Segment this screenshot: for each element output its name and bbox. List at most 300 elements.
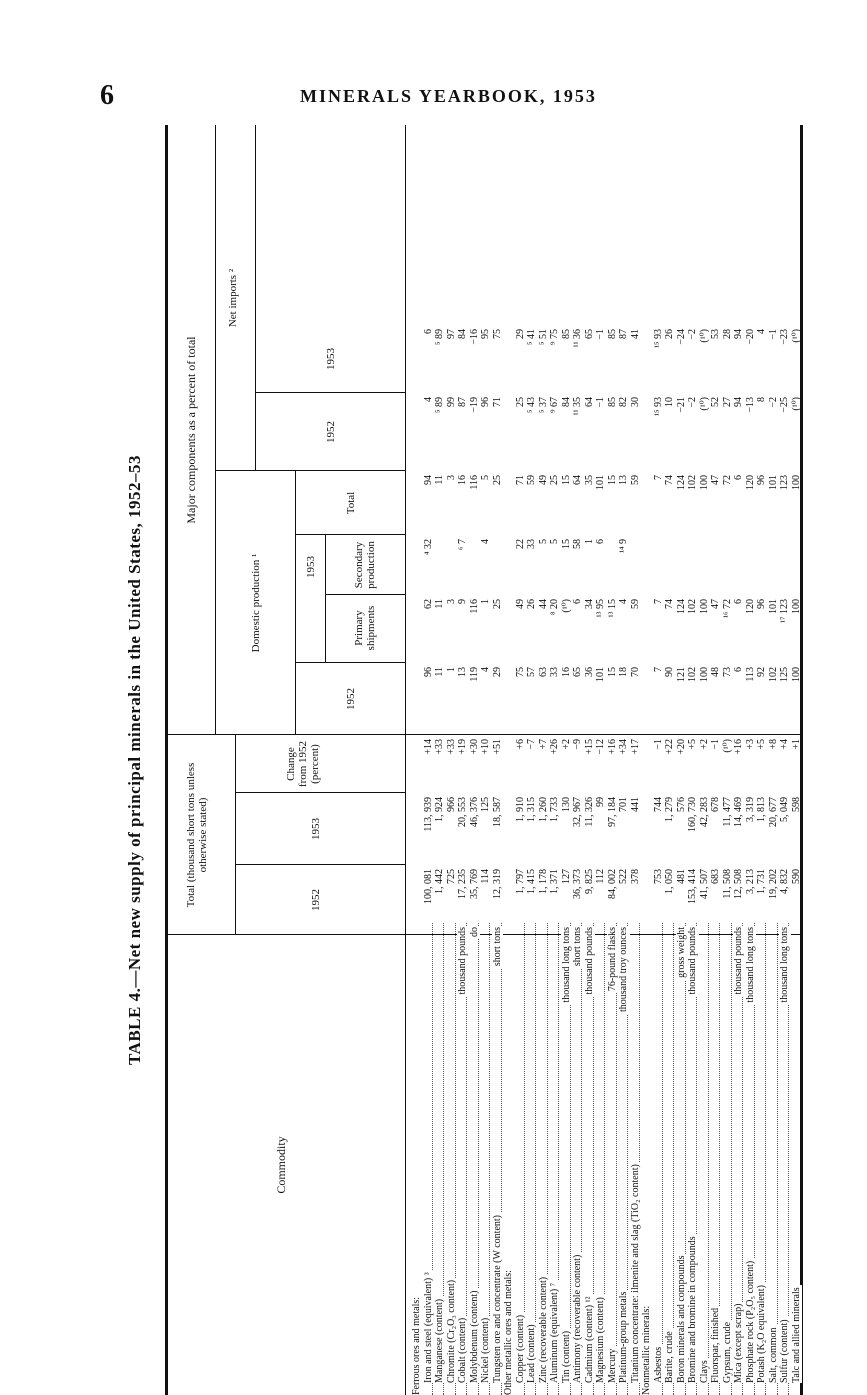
table-row	[699, 125, 711, 1395]
primary-shipments-cell: 96	[756, 599, 767, 609]
commodity-name: Asbestos	[652, 1346, 664, 1383]
leader-dots	[607, 923, 617, 1395]
net-imports-1953-cell: −1	[767, 329, 779, 340]
unit-label: thousand long tons	[744, 927, 756, 1003]
table-row	[561, 125, 573, 1395]
change-percent-cell: +6	[514, 739, 526, 750]
net-imports-1952-cell: −19	[468, 397, 480, 413]
header-domestic-1953: 1953	[305, 556, 317, 578]
domestic-1952-cell: 7	[652, 667, 664, 672]
table-row	[756, 125, 768, 1395]
net-imports-1953-cell: 84	[457, 329, 468, 339]
commodity-name: Phosphate rock (P₂O₅ content)	[744, 1260, 756, 1383]
total-1952-cell: 84, 002	[606, 869, 618, 899]
header-primary-shipments: Primary shipments	[353, 605, 377, 651]
data-table	[165, 125, 802, 1395]
total-1953-cell: 32, 967	[572, 797, 583, 827]
unit-label: thousand pounds	[733, 927, 744, 995]
change-percent-cell: +26	[549, 739, 560, 755]
total-1952-cell: 100, 081	[422, 869, 434, 904]
net-imports-1953-cell: −24	[675, 329, 687, 345]
commodity-name: Zinc (recoverable content)	[537, 1276, 549, 1383]
secondary-production-cell: 5	[549, 539, 560, 544]
commodity-name: Molybdenum (content)	[468, 1290, 480, 1383]
net-imports-1953-cell: 28	[721, 329, 733, 339]
commodity-cell	[480, 923, 492, 1395]
net-imports-1953-cell: (¹⁰)	[698, 329, 710, 343]
header-rule	[295, 471, 296, 735]
total-1952-cell: 378	[629, 869, 641, 884]
net-imports-1952-cell: 64	[583, 397, 595, 407]
commodity-cell	[469, 923, 481, 1395]
net-imports-1952-cell: ¹¹ 35	[572, 397, 583, 416]
total-1953-cell: 966	[445, 797, 457, 812]
commodity-name: Iron and steel (equivalent) ³	[422, 1272, 434, 1383]
change-percent-cell: +5	[687, 739, 698, 750]
domestic-total-cell: 74	[664, 475, 675, 485]
secondary-production-cell: 4	[480, 539, 491, 544]
primary-shipments-cell: 44	[537, 599, 549, 609]
net-imports-1953-cell: ⁵ 51	[537, 329, 549, 345]
total-1952-cell: 153, 414	[687, 869, 698, 904]
table-row	[653, 125, 665, 1395]
commodity-name: Bromine and bromine in compounds	[687, 1236, 698, 1383]
total-1952-cell: 36, 373	[572, 869, 583, 899]
change-percent-cell: +33	[434, 739, 445, 755]
domestic-total-cell: 59	[629, 475, 641, 485]
table-row	[733, 125, 745, 1395]
domestic-1952-cell: 16	[560, 667, 572, 677]
commodity-cell	[595, 923, 607, 1395]
table-row	[710, 125, 722, 1395]
header-change: Change from 1952 (percent)	[285, 740, 321, 788]
table-top-rule	[165, 125, 168, 1395]
domestic-1952-cell: 6	[733, 667, 744, 672]
secondary-production-cell: 22	[514, 539, 526, 549]
total-1952-cell: 481	[675, 869, 687, 884]
primary-shipments-cell: ¹⁷ 123	[779, 599, 790, 623]
table-row	[538, 125, 550, 1395]
commodity-name: Aluminum (equivalent) ⁷	[549, 1282, 560, 1383]
domestic-1952-cell: 90	[664, 667, 675, 677]
secondary-production-cell: 5	[537, 539, 549, 544]
commodity-name: Tin (content)	[560, 1330, 572, 1383]
commodity-cell	[779, 923, 791, 1395]
commodity-cell	[710, 923, 722, 1395]
domestic-total-cell: 15	[606, 475, 618, 485]
domestic-total-cell: 25	[549, 475, 560, 485]
secondary-production-cell: 58	[572, 539, 583, 549]
net-imports-1952-cell: 96	[480, 397, 491, 407]
net-imports-1953-cell: 95	[480, 329, 491, 339]
net-imports-1952-cell: −13	[744, 397, 756, 413]
total-1952-cell: 114	[480, 869, 491, 884]
commodity-cell	[618, 923, 630, 1395]
table-title: TABLE 4.—Net new supply of principal minerals in the United States, 1952–53	[125, 454, 144, 1066]
net-imports-1953-cell: 26	[664, 329, 675, 339]
total-1953-cell: 701	[618, 797, 629, 812]
commodity-cell	[584, 923, 596, 1395]
total-1953-cell: 1, 813	[756, 797, 767, 822]
domestic-total-cell: 100	[790, 475, 802, 490]
primary-shipments-cell: 116	[468, 599, 480, 614]
rotated-table-container	[125, 125, 802, 1395]
net-imports-1952-cell: 85	[606, 397, 618, 407]
secondary-production-cell: 15	[560, 539, 572, 549]
domestic-total-cell: 3	[445, 475, 457, 480]
net-imports-1953-cell: 6	[422, 329, 434, 334]
domestic-total-cell: 101	[595, 475, 606, 490]
commodity-name: Clays	[698, 1360, 710, 1383]
commodity-cell	[538, 923, 550, 1395]
total-1953-cell: 99	[595, 797, 606, 807]
total-1953-cell: 576	[675, 797, 687, 812]
primary-shipments-cell: 25	[491, 599, 503, 609]
table-row	[526, 125, 538, 1395]
table-row	[630, 125, 642, 1395]
domestic-1952-cell: 102	[687, 667, 698, 682]
domestic-1952-cell: 102	[767, 667, 779, 682]
commodity-name: Chromite (Cr₂O₃ content)	[445, 1279, 457, 1383]
domestic-1952-cell: 57	[526, 667, 537, 677]
unit-label: thousand pounds	[687, 927, 698, 995]
domestic-1952-cell: 75	[514, 667, 526, 677]
total-1953-cell: 1, 279	[664, 797, 675, 822]
total-1953-cell: 3, 319	[744, 797, 756, 822]
primary-shipments-cell: 26	[526, 599, 537, 609]
net-imports-1953-cell: 41	[629, 329, 641, 339]
domestic-1952-cell: 73	[721, 667, 733, 677]
commodity-cell	[664, 923, 676, 1395]
net-imports-1952-cell: ⁵ 37	[537, 397, 549, 413]
domestic-total-cell: 7	[652, 475, 664, 480]
domestic-total-cell: 120	[744, 475, 756, 490]
total-1952-cell: 17, 235	[457, 869, 468, 899]
unit-label: thousand troy ounces	[618, 927, 629, 1012]
header-net-imports-1952: 1952	[325, 421, 337, 443]
net-imports-1952-cell: 8	[756, 397, 767, 402]
net-imports-1952-cell: ⁵ 43	[526, 397, 537, 413]
total-1953-cell: 441	[629, 797, 641, 812]
change-percent-cell: +30	[468, 739, 480, 755]
total-1953-cell: 598	[790, 797, 802, 812]
change-percent-cell: +17	[629, 739, 641, 755]
total-1953-cell: 160, 730	[687, 797, 698, 832]
running-head: MINERALS YEARBOOK, 1953	[300, 86, 597, 106]
net-imports-1953-cell: 97	[445, 329, 457, 339]
total-1952-cell: 1, 415	[526, 869, 537, 894]
change-percent-cell: (¹⁰)	[721, 739, 733, 753]
table-body	[411, 125, 802, 1395]
net-imports-1952-cell: 25	[514, 397, 526, 407]
table-row	[446, 125, 458, 1395]
primary-shipments-cell: 124	[675, 599, 687, 614]
total-1953-cell: 5, 049	[779, 797, 790, 822]
section-row	[641, 125, 653, 1395]
total-1952-cell: 19, 202	[767, 869, 779, 899]
commodity-cell	[423, 923, 435, 1395]
net-imports-1952-cell: ¹⁵ 93	[652, 397, 664, 416]
total-1953-cell: 11, 477	[721, 797, 733, 827]
domestic-1952-cell: 96	[422, 667, 434, 677]
commodity-name: Mercury	[606, 1348, 618, 1383]
leader-dots	[664, 923, 674, 1395]
primary-shipments-cell: 102	[687, 599, 698, 614]
domestic-1952-cell: 101	[595, 667, 606, 682]
commodity-cell	[733, 923, 745, 1395]
total-1952-cell: 522	[618, 869, 629, 884]
secondary-production-cell: 33	[526, 539, 537, 549]
commodity-cell	[446, 923, 458, 1395]
domestic-1952-cell: 65	[572, 667, 583, 677]
commodity-name: Boron minerals and compounds	[675, 1255, 687, 1383]
domestic-total-cell: 100	[698, 475, 710, 490]
domestic-1952-cell: 113	[744, 667, 756, 682]
primary-shipments-cell: 59	[629, 599, 641, 609]
domestic-1952-cell: 100	[698, 667, 710, 682]
table-row	[434, 125, 446, 1395]
primary-shipments-cell: 6	[572, 599, 583, 604]
header-rule	[325, 535, 326, 663]
total-1952-cell: 1, 371	[549, 869, 560, 894]
total-1952-cell: 4, 832	[779, 869, 790, 894]
primary-shipments-cell: 34	[583, 599, 595, 609]
primary-shipments-cell: 49	[514, 599, 526, 609]
unit-label: thousand long tons	[779, 927, 790, 1003]
total-1952-cell: 1, 442	[434, 869, 445, 894]
net-imports-1953-cell: −16	[468, 329, 480, 345]
commodity-name: Lead (content)	[526, 1324, 537, 1383]
primary-shipments-cell: 11	[434, 599, 445, 609]
total-1953-cell: 11, 326	[583, 797, 595, 827]
total-1953-cell: 42, 283	[698, 797, 710, 827]
net-imports-1952-cell: 71	[491, 397, 503, 407]
table-row	[515, 125, 527, 1395]
commodity-name: Titanium concentrate: ilmenite and slag (TiO₂ content)	[629, 1164, 641, 1383]
change-percent-cell: +10	[480, 739, 491, 755]
net-imports-1952-cell: 10	[664, 397, 675, 407]
domestic-total-cell: 64	[572, 475, 583, 485]
commodity-name: Fluorspar, finished	[710, 1307, 721, 1383]
total-1953-cell: 1, 733	[549, 797, 560, 822]
primary-shipments-cell: ¹³ 15	[606, 599, 618, 618]
net-imports-1953-cell: 4	[756, 329, 767, 334]
change-percent-cell: +1	[790, 739, 802, 750]
unit-label: do	[468, 927, 480, 937]
domestic-total-cell: 71	[514, 475, 526, 485]
commodity-name: Gypsum, crude	[721, 1321, 733, 1383]
unit-label: thousand pounds	[457, 927, 468, 995]
net-imports-1953-cell: 85	[606, 329, 618, 339]
total-1952-cell: 3, 213	[744, 869, 756, 894]
change-percent-cell: +20	[675, 739, 687, 755]
header-secondary-production: Secondary production	[353, 541, 377, 589]
primary-shipments-cell: 120	[744, 599, 756, 614]
unit-label: thousand pounds	[583, 927, 595, 995]
net-imports-1952-cell: 94	[733, 397, 744, 407]
total-1952-cell: 112	[595, 869, 606, 884]
domestic-1952-cell: 121	[675, 667, 687, 682]
primary-shipments-cell: 47	[710, 599, 721, 609]
primary-shipments-cell: 7	[652, 599, 664, 604]
change-percent-cell: +2	[560, 739, 572, 750]
commodity-name: Talc and allied minerals	[790, 1287, 802, 1383]
total-1952-cell: 9, 825	[583, 869, 595, 894]
net-imports-1952-cell: −2	[687, 397, 698, 408]
table-row	[423, 125, 435, 1395]
total-1953-cell: 97, 184	[606, 797, 618, 827]
change-percent-cell: +15	[583, 739, 595, 755]
commodity-name: Sulfur (content)	[779, 1319, 790, 1383]
domestic-1952-cell: 100	[790, 667, 802, 682]
domestic-total-cell: 5	[480, 475, 491, 480]
unit-label: gross weight	[675, 927, 687, 978]
change-percent-cell: +2	[698, 739, 710, 750]
commodity-name: Antimony (recoverable content)	[572, 1254, 583, 1383]
net-imports-1952-cell: −25	[779, 397, 790, 413]
table-row	[549, 125, 561, 1395]
domestic-total-cell: 123	[779, 475, 790, 490]
total-1953-cell: 14, 469	[733, 797, 744, 827]
commodity-cell	[699, 923, 711, 1395]
domestic-total-cell: 35	[583, 475, 595, 485]
net-imports-1953-cell: −23	[779, 329, 790, 345]
domestic-1952-cell: 70	[629, 667, 641, 677]
total-1953-cell: 20, 677	[767, 797, 779, 827]
commodity-cell	[457, 923, 469, 1395]
commodity-name: Tungsten ore and concentrate (W content)	[491, 1214, 503, 1383]
table-row	[664, 125, 676, 1395]
change-percent-cell: +16	[733, 739, 744, 755]
total-1952-cell: 753	[652, 869, 664, 884]
table-row	[722, 125, 734, 1395]
primary-shipments-cell: 74	[664, 599, 675, 609]
commodity-name: Nonmetallic minerals:	[641, 1305, 652, 1395]
table-row	[618, 125, 630, 1395]
domestic-total-cell: 16	[457, 475, 468, 485]
change-percent-cell: −12	[595, 739, 606, 755]
total-1953-cell: 1, 924	[434, 797, 445, 822]
domestic-1952-cell: 15	[606, 667, 618, 677]
unit-label: short tons	[491, 927, 503, 967]
net-imports-1953-cell: ⁵ 41	[526, 329, 537, 345]
domestic-total-cell: 101	[767, 475, 779, 490]
primary-shipments-cell: ¹⁶ 72	[721, 599, 733, 618]
commodity-name: Manganese (content)	[434, 1298, 445, 1383]
total-1953-cell: 1, 315	[526, 797, 537, 822]
total-1952-cell: 12, 508	[733, 869, 744, 899]
header-rule	[235, 735, 236, 935]
total-1952-cell: 11, 508	[721, 869, 733, 899]
commodity-name: Copper (content)	[514, 1314, 526, 1383]
commodity-cell	[630, 923, 642, 1395]
commodity-cell	[492, 923, 504, 1395]
change-percent-cell: −1	[652, 739, 664, 750]
table-row	[791, 125, 803, 1395]
net-imports-1953-cell: 29	[514, 329, 526, 339]
commodity-cell	[791, 923, 803, 1395]
net-imports-1953-cell: ⁵ 89	[434, 329, 445, 345]
change-percent-cell: +34	[618, 739, 629, 755]
net-imports-1953-cell: −1	[595, 329, 606, 340]
net-imports-1953-cell: −2	[687, 329, 698, 340]
net-imports-1953-cell: −20	[744, 329, 756, 345]
header-rule	[215, 125, 216, 735]
domestic-1952-cell: 18	[618, 667, 629, 677]
primary-shipments-cell: 100	[790, 599, 802, 614]
total-1952-cell: 1, 178	[537, 869, 549, 894]
domestic-total-cell: 94	[422, 475, 434, 485]
commodity-name: Platinum-group metals	[618, 1291, 629, 1383]
secondary-production-cell: ⁴ 32	[422, 539, 434, 555]
unit-label: thousand long tons	[560, 927, 572, 1003]
total-1952-cell: 725	[445, 869, 457, 884]
domestic-1952-cell: 125	[779, 667, 790, 682]
change-percent-cell: +5	[756, 739, 767, 750]
header-total-1953: 1953	[310, 818, 322, 840]
table-row	[779, 125, 791, 1395]
commodity-name: Cadmium (content) ¹²	[583, 1296, 595, 1383]
domestic-total-cell: 11	[434, 475, 445, 485]
domestic-total-cell: 96	[756, 475, 767, 485]
commodity-name: Ferrous ores and metals:	[411, 1296, 422, 1395]
primary-shipments-cell: 3	[445, 599, 457, 604]
total-1953-cell: 18, 587	[491, 797, 503, 827]
commodity-cell	[722, 923, 734, 1395]
net-imports-1953-cell: 53	[710, 329, 721, 339]
change-percent-cell: +14	[422, 739, 434, 755]
table-row	[492, 125, 504, 1395]
header-bottom-rule	[405, 125, 406, 1395]
domestic-total-cell: 124	[675, 475, 687, 490]
domestic-1952-cell: 63	[537, 667, 549, 677]
domestic-total-cell: 72	[721, 475, 733, 485]
total-1952-cell: 1, 050	[664, 869, 675, 894]
table-row	[469, 125, 481, 1395]
total-1953-cell: 130	[560, 797, 572, 812]
column-rule	[325, 594, 405, 595]
domestic-1952-cell: 13	[457, 667, 468, 677]
total-1952-cell: 683	[710, 869, 721, 884]
net-imports-1953-cell: ⁹ 75	[549, 329, 560, 345]
header-total-group: Total (thousand short tons unless otherwise stated)	[185, 762, 209, 908]
section-row	[411, 125, 423, 1395]
total-1952-cell: 41, 507	[698, 869, 710, 899]
domestic-1952-cell: 119	[468, 667, 480, 682]
header-domestic-total: Total	[345, 491, 357, 515]
change-percent-cell: −7	[526, 739, 537, 750]
commodity-name: Magnesium (content)	[595, 1297, 606, 1383]
net-imports-1952-cell: 27	[721, 397, 733, 407]
primary-shipments-cell: ⁸ 20	[549, 599, 560, 615]
commodity-cell	[515, 923, 527, 1395]
table-row	[676, 125, 688, 1395]
commodity-name: Mica (except scrap)	[733, 1303, 744, 1383]
net-imports-1953-cell: 87	[618, 329, 629, 339]
change-percent-cell: +19	[457, 739, 468, 755]
commodity-cell	[756, 923, 768, 1395]
net-imports-1952-cell: (¹⁰)	[790, 397, 802, 411]
commodity-name: Salt, common	[767, 1327, 779, 1383]
commodity-cell	[607, 923, 619, 1395]
domestic-total-cell: 49	[537, 475, 549, 485]
commodity-cell	[549, 923, 561, 1395]
domestic-total-cell: 59	[526, 475, 537, 485]
commodity-name: Barite, crude	[664, 1331, 675, 1383]
leader-dots	[768, 923, 778, 1395]
commodity-cell	[676, 923, 688, 1395]
total-1953-cell: 125	[480, 797, 491, 812]
